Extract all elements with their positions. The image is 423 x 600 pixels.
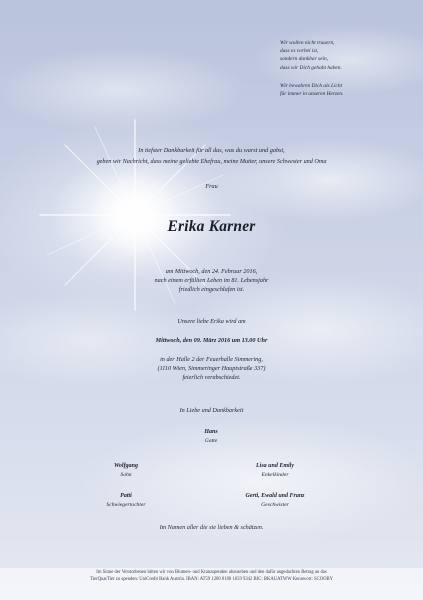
poem-line: dass wir Dich gehabt haben. <box>280 64 342 71</box>
mourner-gerti-ewald-franz <box>200 492 350 510</box>
funeral-place-line: feierlich verabschiedet. <box>182 374 241 382</box>
poem-stanza-2 <box>280 82 343 98</box>
mourner-lisa-emily <box>200 462 350 480</box>
donation-note <box>0 570 423 583</box>
mourner-wolfgang <box>51 462 201 480</box>
death-notice-line: nach einem erfüllten Leben im 81. Lebensjahr <box>154 277 269 285</box>
mourner-hans <box>136 428 286 446</box>
mourner-relation: Sohn <box>120 472 132 478</box>
funeral-date: Mittwoch, den 09. März 2016 um 13.00 Uhr <box>155 337 268 344</box>
funeral-place-line: (1110 Wien, Simmeringer Hauptstraße 337) <box>157 365 266 373</box>
deceased-name: Erika Karner <box>167 218 256 235</box>
mourner-relation: Schwiegertochter <box>106 502 146 508</box>
poem-line: für immer in unseren Herzen. <box>280 91 344 98</box>
mourner-relation: Enkelkinder <box>261 472 289 478</box>
salutation: Frau <box>205 183 218 190</box>
funeral-intro: Unsere liebe Erika wird am <box>177 318 246 325</box>
funeral-place-line: in der Halle 2 der Feuerhalle Simmering, <box>160 356 263 363</box>
mourner-names: Hans <box>204 429 218 435</box>
poem-line: dass es vorbei ist, <box>280 48 319 55</box>
donation-line: Im Sinne der Verstorbenen bitten wir von Blumen- und Kranzspenden abzusehen und den dafür angedachten Betrag an das <box>96 570 327 575</box>
death-notice <box>0 267 423 295</box>
intro-text <box>0 145 423 167</box>
mourner-names: Lisa und Emily <box>255 463 294 469</box>
mourner-names: Patti <box>120 493 132 499</box>
poem-line: sondern dankbar sein, <box>280 56 329 63</box>
poem-line: Wir bewahren Dich als Licht <box>280 83 343 89</box>
funeral-place <box>0 355 423 383</box>
death-notice-line: friedlich eingeschlafen ist. <box>178 286 245 294</box>
mourner-relation: Gatte <box>204 438 218 444</box>
mourner-names: Gerti, Ewald und Franz <box>245 493 305 499</box>
intro-line: In tiefster Dankbarkeit für all das, was du warst und gabst, <box>138 147 285 154</box>
poem-stanza-1 <box>280 39 342 72</box>
mourner-names: Wolfgang <box>114 463 138 469</box>
mourner-relation: Geschwister <box>261 502 289 508</box>
donation-line: TierQuarTier zu spenden: UniCredit Bank Austria. IBAN: AT59 1200 0100 1659 9342 BIC: BKAUATWW Kennwort: SCOOBY <box>89 576 334 582</box>
mourner-patti <box>51 492 201 510</box>
poem-line: Wir wollen nicht trauern, <box>280 40 335 46</box>
closing-line: Im Namen aller die sie lieben & schätzen. <box>159 524 264 531</box>
intro-line: geben wir Nachricht, dass meine geliebte Ehefrau, meine Mutter, unsere Schwester und Oma <box>96 158 327 165</box>
mourners-heading: In Liebe und Dankbarkeit <box>179 407 244 414</box>
death-notice-line: am Mittwoch, den 24. Februar 2016, <box>165 268 258 275</box>
